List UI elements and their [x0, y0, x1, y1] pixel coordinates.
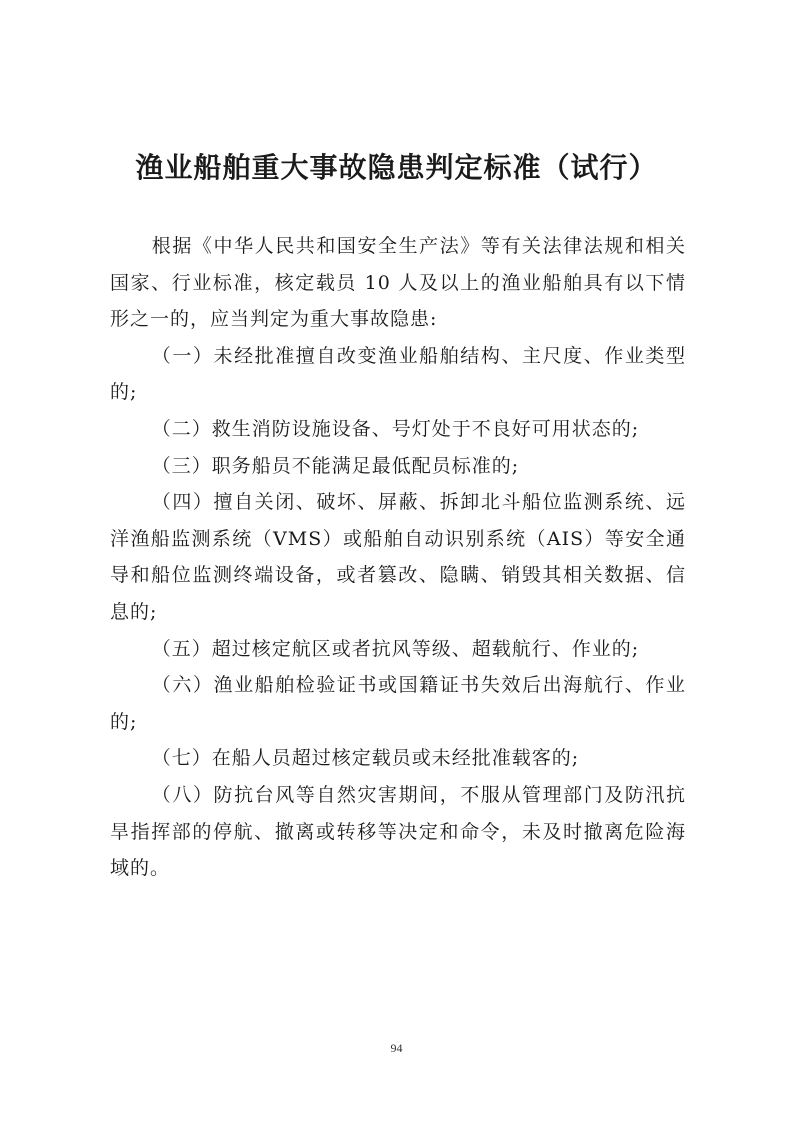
- list-item: （四）擅自关闭、破坏、屏蔽、拆卸北斗船位监测系统、远洋渔船监测系统（VMS）或船舶自动识别系统（AIS）等安全通导和船位监测终端设备，或者篡改、隐瞒、销毁其相关数据、信息的;: [110, 491, 686, 623]
- list-item: （七）在船人员超过核定载员或未经批准载客的;: [151, 747, 580, 770]
- list-item: （八）防抗台风等自然灾害期间，不服从管理部门及防汛抗旱指挥部的停航、撤离或转移等决定和命令，未及时撤离危险海域的。: [110, 783, 686, 880]
- document-title: 渔业船舶重大事故隐患判定标准（试行）: [135, 151, 658, 184]
- list-item: （六）渔业船舶检验证书或国籍证书失效后出海航行、作业的;: [110, 674, 686, 733]
- list-item: （二）救生消防设施设备、号灯处于不良好可用状态的;: [151, 417, 640, 440]
- list-item: （三）职务船员不能满足最低配员标准的;: [151, 454, 520, 477]
- list-item: （一）未经批准擅自改变渔业船舶结构、主尺度、作业类型的;: [110, 344, 686, 404]
- list-item: （五）超过核定航区或者抗风等级、超载航行、作业的;: [151, 637, 640, 660]
- page-number: 94: [390, 1041, 403, 1055]
- document-body: [110, 228, 686, 887]
- intro-paragraph: 根据《中华人民共和国安全生产法》等有关法律法规和相关国家、行业标准，核定载员 10 人及以上的渔业船舶具有以下情形之一的，应当判定为重大事故隐患:: [110, 235, 686, 331]
